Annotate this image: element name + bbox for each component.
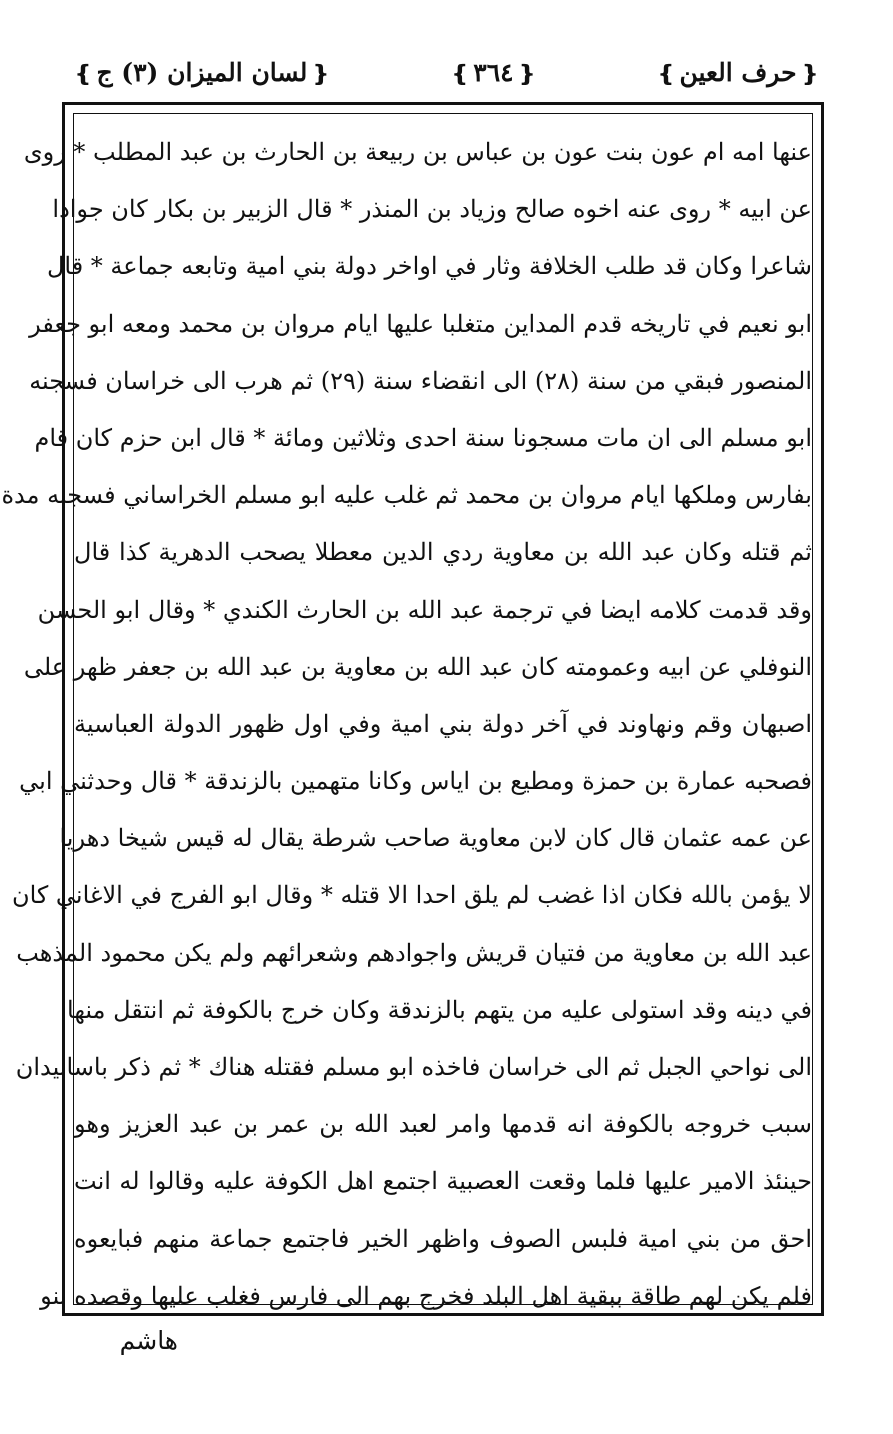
book-title: لسان الميزان (٣) ج (96, 57, 308, 87)
page-number: ٣٦٤ (473, 57, 514, 87)
text-line: ثم قتله وكان عبد الله بن معاوية ردي الدين معطلا يصحب الدهرية كذا قال (74, 538, 812, 567)
text-line: ابو نعيم في تاريخه قدم المداين متغلبا عليها ايام مروان بن محمد ومعه ابو جعفر (29, 309, 812, 338)
text-line: اصبهان وقم ونهاوند في آخر دولة بني امية وفي اول ظهور الدولة العباسية (74, 709, 812, 738)
ornament-icon: ❵ (450, 60, 470, 87)
page-number-box (447, 58, 540, 87)
section-title: حرف العين (679, 57, 797, 87)
text-line: لا يؤمن بالله فكان اذا غضب لم يلق احدا الا قتله * وقال ابو الفرج في الاغاني كان (11, 881, 812, 910)
running-title (70, 58, 334, 87)
text-line: احق من بني امية فلبس الصوف واظهر الخير فاجتمع جماعة منهم فبايعوه (74, 1224, 812, 1253)
text-line: وقد قدمت كلامه ايضا في ترجمة عبد الله بن الحارث الكندي * وقال ابو الحسن (37, 595, 812, 624)
text-line: النوفلي عن ابيه وعمومته كان عبد الله بن معاوية بن عبد الله بن جعفر ظهر على (23, 652, 812, 681)
text-line: عنها امه ام عون بنت عون بن عباس بن ربيعة بن الحارث بن عبد المطلب * روى (23, 138, 812, 166)
ornament-icon: ❴ (517, 60, 536, 87)
text-line: شاعرا وكان قد طلب الخلافة وثار في اواخر دولة بني امية وتابعه جماعة * قال (46, 252, 812, 281)
ornament-icon: ❴ (800, 60, 819, 87)
main-text (1, 124, 812, 1325)
ornament-icon: ❴ (311, 60, 330, 87)
ornament-icon: ❵ (657, 60, 676, 87)
text-line: فصحبه عمارة بن حمزة ومطيع بن اياس وكانا متهمين بالزندقة * قال وحدثني ابي (19, 767, 812, 796)
text-line: المنصور فبقي من سنة (٢٨) الى انقضاء سنة (٢٩) ثم هرب الى خراسان فسجنه (29, 366, 812, 395)
text-line: سبب خروجه بالكوفة انه قدمها وامر لعبد الله بن عمر بن عبد العزيز وهو (74, 1110, 812, 1139)
text-line: عن عمه عثمان قال كان لابن معاوية صاحب شرطة يقال له قيس شيخا دهريا (59, 824, 812, 853)
text-line: حينئذ الامير عليها فلما وقعت العصبية اجتمع اهل الكوفة عليه وقالوا له انت (74, 1167, 812, 1196)
text-line: فلم يكن لهم طاقة ببقية اهل البلد فخرج بهم الى فارس فغلب عليها وقصده بنو (40, 1281, 812, 1310)
text-line: عبد الله بن معاوية من فتيان قريش واجوادهم وشعرائهم ولم يكن محمود المذهب (16, 938, 812, 967)
text-line: عن ابيه * روى عنه اخوه صالح وزياد بن المنذر * قال الزبير بن بكار كان جوادا (52, 195, 812, 224)
text-line: الى نواحي الجبل ثم الى خراسان فاخذه ابو مسلم فقتله هناك * ثم ذكر باسانيدان (15, 1053, 812, 1081)
ornament-icon: ❵ (74, 60, 93, 87)
text-line: ابو مسلم الى ان مات مسجونا سنة احدى وثلاثين ومائة * قال ابن حزم كان قام (34, 423, 812, 452)
catchword: هاشم (119, 1326, 178, 1355)
section-heading (653, 58, 823, 87)
text-line: بفارس وملكها ايام مروان بن محمد ثم غلب عليه ابو مسلم الخراساني فسجنه مدة (1, 481, 812, 510)
text-line: في دينه وقد استولى عليه من يتهم بالزندقة وكان خرج بالكوفة ثم انتقل منها (67, 995, 812, 1024)
page-header (70, 46, 823, 98)
